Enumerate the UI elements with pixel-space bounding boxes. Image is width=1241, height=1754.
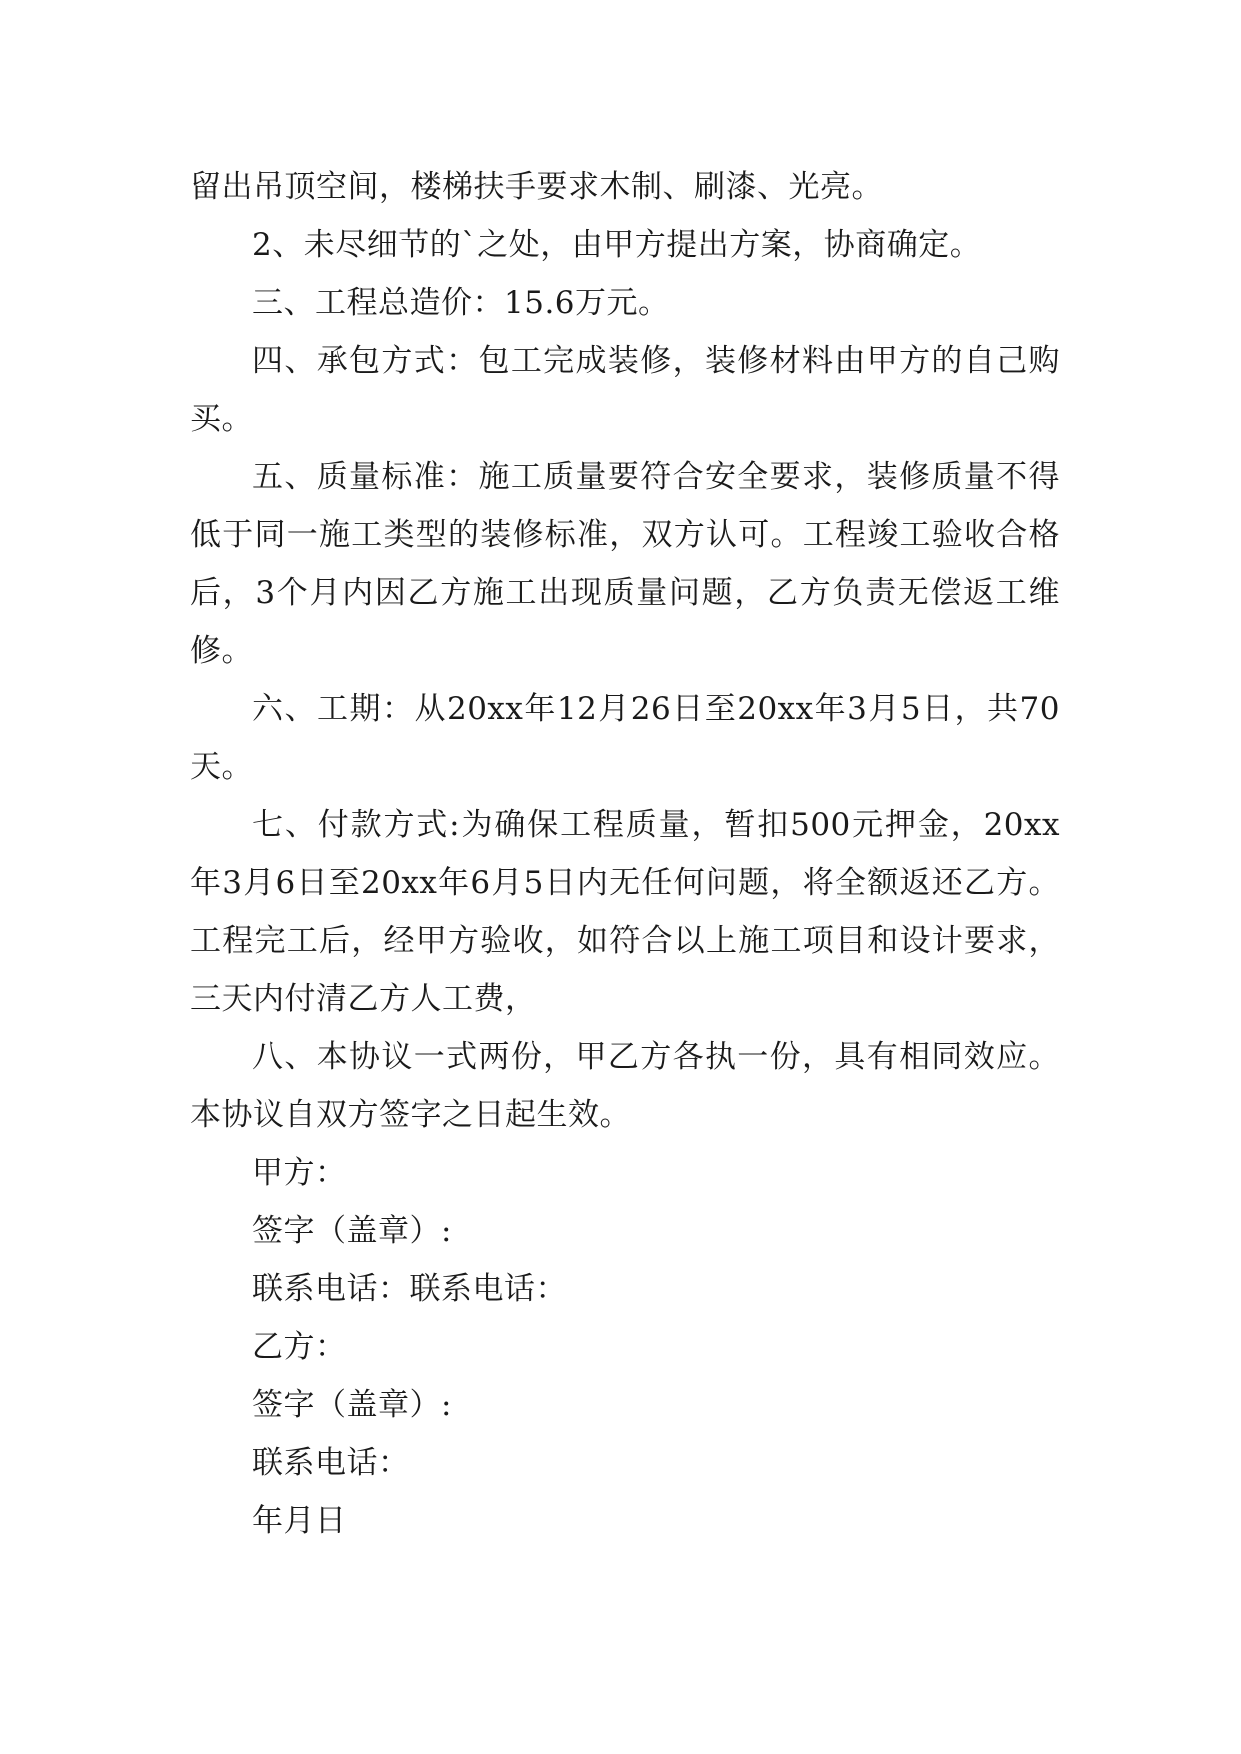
party-a-signature-line: 签字（盖章）: xyxy=(252,1213,452,1249)
party-a-phone-line: 联系电话：联系电话： xyxy=(252,1271,567,1307)
paragraph-contract-method: 四、承包方式：包工完成装修，装修材料由甲方的自己购买。 xyxy=(190,343,1060,437)
party-b-signature-line: 签字（盖章）: xyxy=(252,1387,452,1423)
paragraph-payment: 七、付款方式:为确保工程质量，暂扣500元押金，20xx年3月6日至20xx年6月5日内无任何问题，将全额返还乙方。工程完工后，经甲方验收，如符合以上施工项目和设计要求，三天内付清乙方人工费， xyxy=(190,807,1060,1017)
paragraph-continuation: 留出吊顶空间，楼梯扶手要求木制、刷漆、光亮。 xyxy=(190,169,883,205)
paragraph-schedule: 六、工期：从20xx年12月26日至20xx年3月5日，共70天。 xyxy=(190,691,1060,785)
party-b-phone-line: 联系电话： xyxy=(252,1445,410,1481)
party-b-label: 乙方： xyxy=(252,1329,347,1365)
paragraph-clause-2: 2、未尽细节的`之处，由甲方提出方案，协商确定。 xyxy=(252,227,982,263)
document-body xyxy=(190,158,1060,1550)
paragraph-copies: 八、本协议一式两份，甲乙方各执一份，具有相同效应。本协议自双方签字之日起生效。 xyxy=(190,1039,1060,1133)
party-a-label: 甲方： xyxy=(252,1155,347,1191)
date-line: 年月日 xyxy=(252,1503,347,1539)
paragraph-quality-standard: 五、质量标准：施工质量要符合安全要求，装修质量不得低于同一施工类型的装修标准，双方认可。工程竣工验收合格后，3个月内因乙方施工出现质量问题，乙方负责无偿返工维修。 xyxy=(190,459,1060,669)
paragraph-total-cost: 三、工程总造价：15.6万元。 xyxy=(252,285,670,321)
